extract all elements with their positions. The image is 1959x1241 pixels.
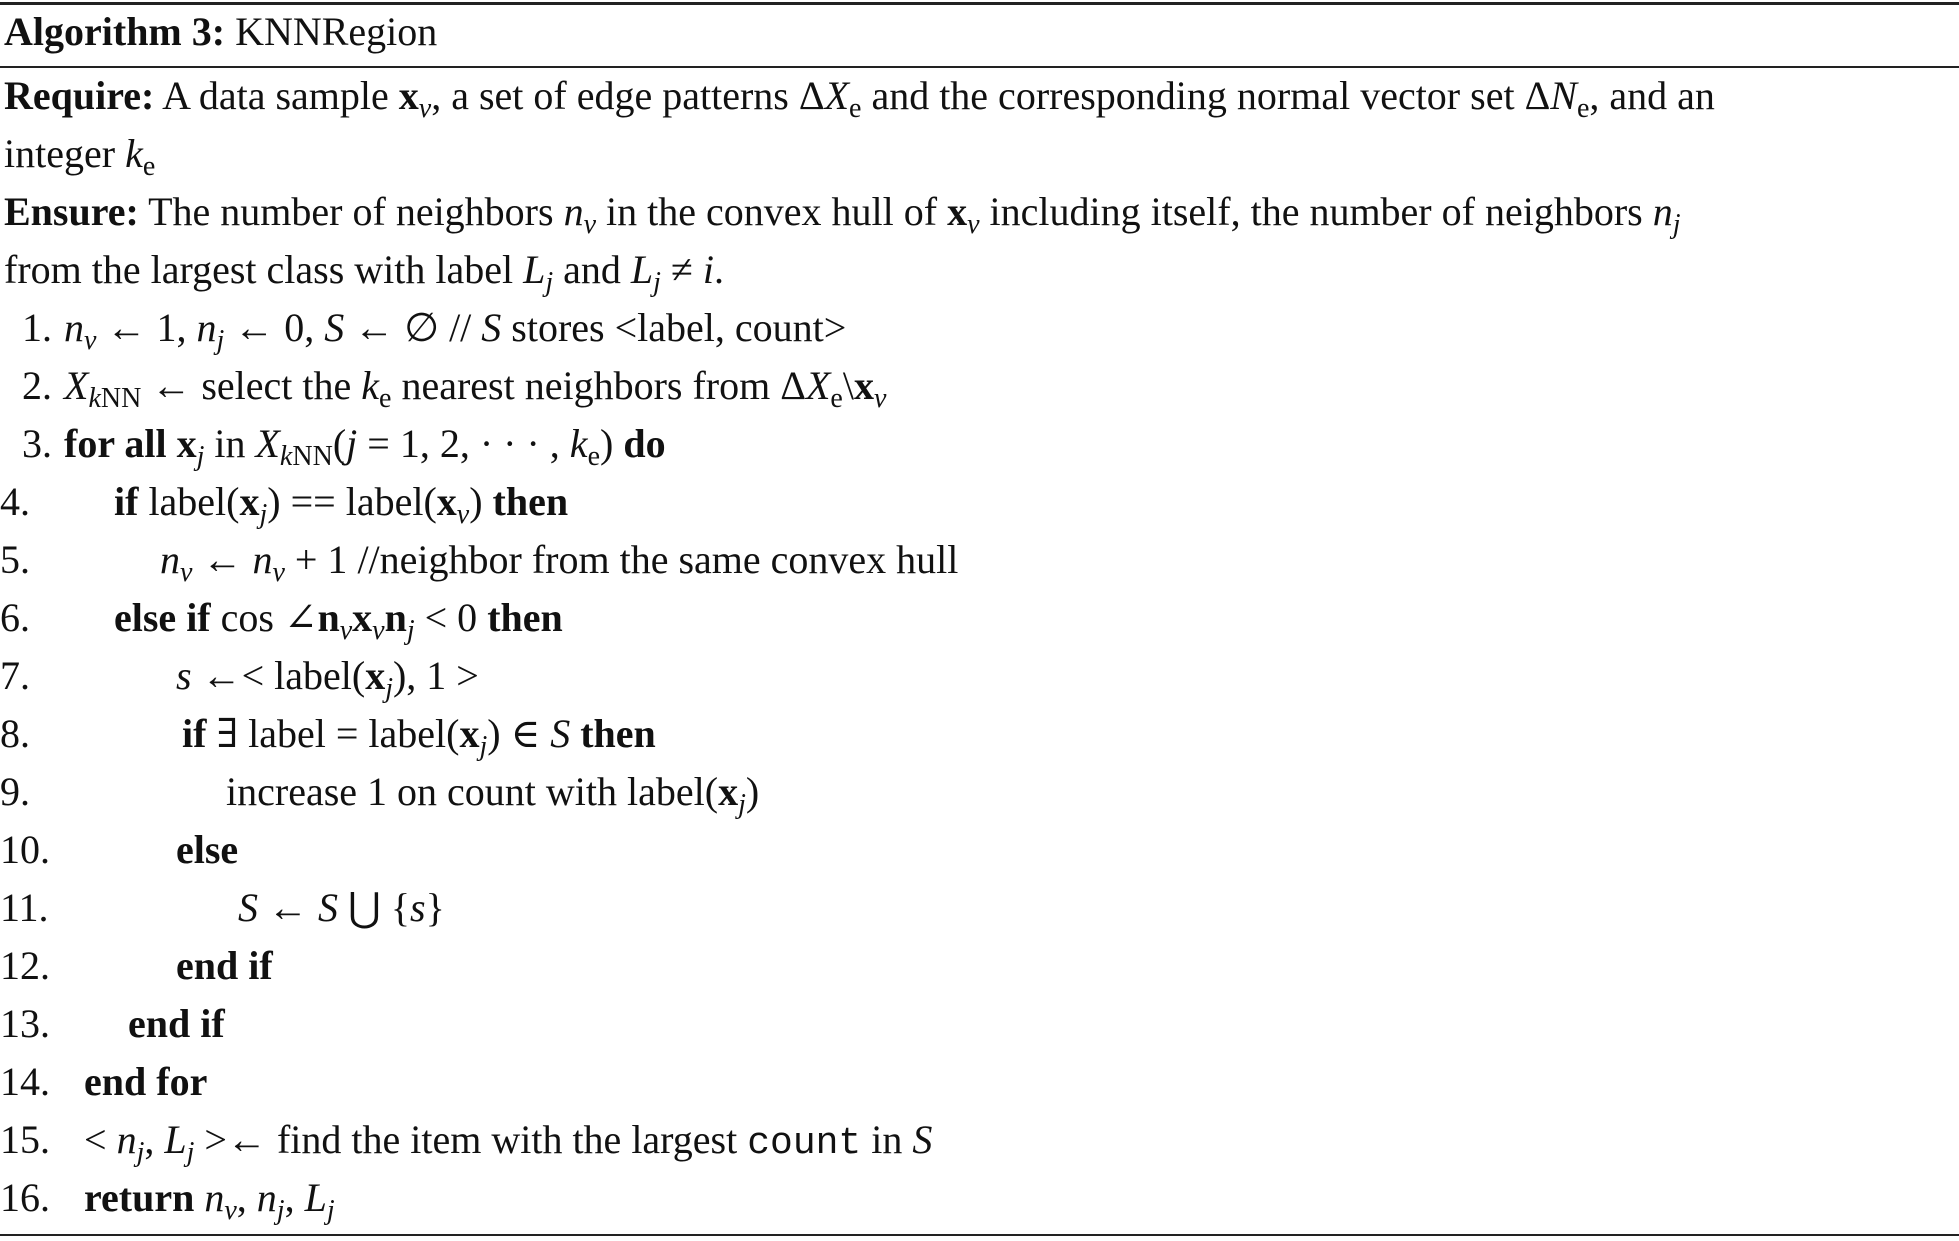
top-rule — [0, 2, 1959, 5]
step-1-comment: stores <label, count> — [511, 305, 847, 350]
step-10 — [0, 826, 239, 874]
kw-for-all: for all — [64, 421, 167, 466]
kw-end-if: end if — [176, 943, 273, 988]
step-3: 3. for all $x_j$ in $X_{kNN}(j = 1$, 2, · · · , $k_e$) do — [64, 420, 666, 468]
step-7: 7. s ←< $label(x_j)$, 1 > — [0, 653, 479, 704]
step-1: 1. $n_v$ ← 1, $n_j$ ← 0, S ← ∅ // S stores <label, count> — [64, 304, 846, 352]
kw-if: if — [114, 479, 139, 524]
step-5: 5. $n_v$ ← $n_v + 1$ //neighbor from the same convex hull — [0, 537, 959, 588]
step-2: 2. $X_{kNN}$ ← select the $k_e$ nearest neighbors from $\Delta X_e\backslash x_v$ — [64, 362, 886, 410]
kw-end-if: end if — [128, 1001, 225, 1046]
algorithm-name: KNNRegion — [235, 9, 438, 54]
step-2-text-b: nearest neighbors from — [401, 363, 771, 408]
title-rule — [0, 66, 1959, 68]
step-15-in: in — [871, 1117, 903, 1162]
ensure-line-2: from the largest class with label $L_j$ and $L_j \ne i$. — [4, 247, 725, 298]
step-15: 15. < $n_j$, $L_j$ >← find the item with the largest count in S — [0, 1117, 933, 1168]
step-2-text: select the — [201, 363, 352, 408]
step-number: 9. — [0, 769, 30, 814]
step-number: 5. — [0, 537, 30, 582]
kw-else: else — [176, 827, 239, 872]
step-12 — [0, 942, 273, 990]
step-number: 3. — [22, 421, 52, 466]
step-4: 4. if $label(x_j)$ == $label(x_v)$ then — [0, 479, 569, 530]
step-number: 14. — [0, 1059, 50, 1104]
require-line-1: Require: A data sample $x_v$, a set of edge patterns $\Delta X_e$ and the corresponding normal vector set $\Delta N_e$, and an — [4, 73, 1715, 124]
step-6: 6. else if $\cos \angle n_vx_vn_j < 0$ then — [0, 595, 563, 646]
step-16: 16. return $n_v$, $n_j$, $L_j$ — [0, 1175, 335, 1226]
step-9: 9. increase 1 on count with $label(x_j)$ — [0, 769, 760, 820]
step-number: 11. — [0, 885, 49, 930]
ensure-label: Ensure: — [4, 189, 139, 234]
kw-end-for: end for — [84, 1059, 208, 1104]
step-9-text: increase 1 on count with label( — [226, 769, 719, 814]
step-11: 11. S ← S ⋃ {s} — [0, 885, 445, 930]
step-number: 12. — [0, 943, 50, 988]
algorithm-title — [4, 8, 437, 56]
step-8: 8. if ∃ label = $label(x_j)$ ∈ S then — [0, 711, 656, 762]
step-number: 1. — [22, 305, 52, 350]
step-8-text: label = label( — [248, 711, 460, 756]
kw-do: do — [623, 421, 666, 466]
step-number: 2. — [22, 363, 52, 408]
kw-return: return — [84, 1175, 195, 1220]
step-15-text: find the item with the largest — [276, 1117, 738, 1162]
kw-then: then — [580, 711, 656, 756]
step-5-comment: //neighbor from the same convex hull — [357, 537, 959, 582]
step-number: 4. — [0, 479, 30, 524]
step-number: 7. — [0, 653, 30, 698]
ensure-line-1: Ensure: The number of neighbors $n_v$ in the convex hull of $x_v$ including itself, the number of neighbors $n_j$ — [4, 189, 1681, 240]
step-number: 8. — [0, 711, 30, 756]
require-line-2: integer $k_e$ — [4, 131, 156, 182]
bottom-rule — [0, 1234, 1959, 1236]
step-number: 10. — [0, 827, 50, 872]
kw-else-if: else if — [114, 595, 211, 640]
step-14 — [0, 1058, 208, 1106]
kw-if: if — [182, 711, 207, 756]
step-number: 6. — [0, 595, 30, 640]
kw-then: then — [492, 479, 569, 524]
step-number: 15. — [0, 1117, 50, 1162]
step-number: 16. — [0, 1175, 50, 1220]
step-15-code: count — [747, 1122, 862, 1165]
step-13 — [0, 1000, 225, 1048]
kw-then: then — [487, 595, 563, 640]
step-number: 13. — [0, 1001, 50, 1046]
algorithm-label: Algorithm 3: — [4, 9, 226, 54]
require-label: Require: — [4, 73, 155, 118]
